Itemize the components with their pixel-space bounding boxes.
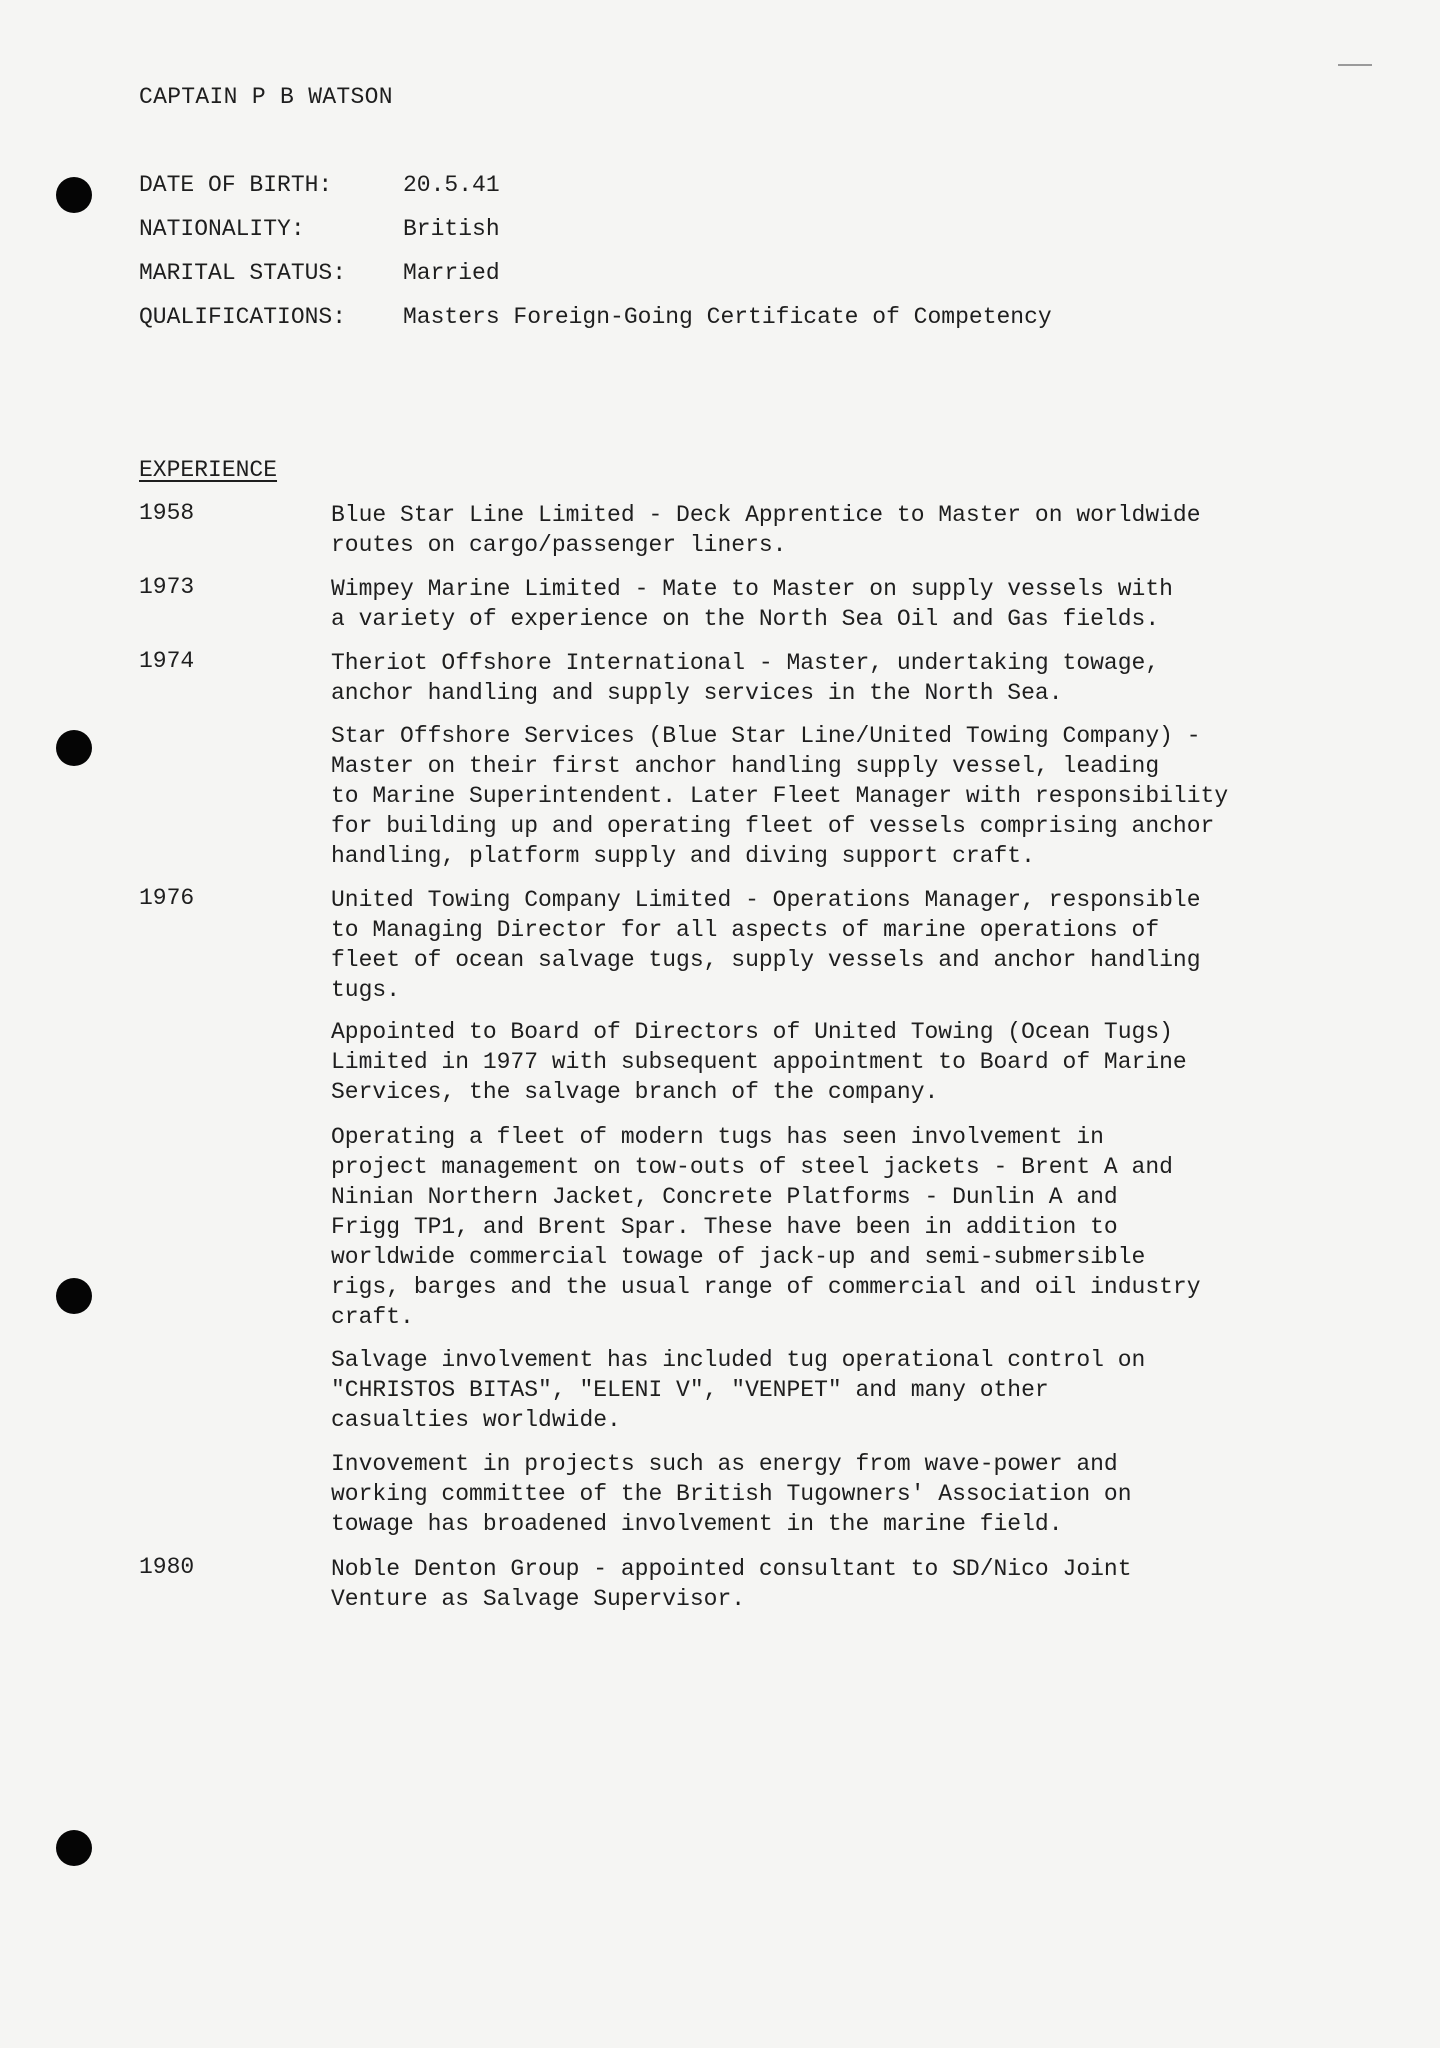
entry-text: Noble Denton Group - appointed consultant to SD/Nico Joint Venture as Salvage Supervisor. — [331, 1556, 1132, 1612]
detail-label: MARITAL STATUS: — [139, 260, 347, 286]
punch-hole — [56, 1278, 92, 1314]
detail-row-nationality — [139, 216, 1052, 260]
personal-details — [139, 172, 1052, 348]
punch-hole — [56, 1830, 92, 1866]
candidate-name: CAPTAIN P B WATSON — [139, 84, 393, 110]
detail-value: Married — [403, 260, 500, 286]
corner-mark — [1338, 64, 1372, 66]
detail-label: NATIONALITY: — [139, 216, 305, 242]
punch-hole — [56, 730, 92, 766]
entry-text: Operating a fleet of modern tugs has seen involvement in project management on tow-outs of steel jackets - Brent A and Ninian Northern Jacket, Concrete Platforms - Dunlin A and Frigg TP1, and Brent Spar. These have been in addition to worldwide commercial towage of jack-up and semi-submersible rigs, barges and the usual range of commercial and oil industry craft. — [331, 1124, 1201, 1330]
entry-year: 1976 — [139, 885, 195, 911]
entry-text: Star Offshore Services (Blue Star Line/United Towing Company) - Master on their first anchor handling supply vessel, leading to Marine Superintendent. Later Fleet Manager with responsibility for building up and operating fleet of vessels comprising anchor handling, platform supply and diving support craft. — [331, 723, 1229, 869]
entry-year: 1980 — [139, 1554, 195, 1580]
entry-text: Wimpey Marine Limited - Mate to Master on supply vessels with a variety of experience on the North Sea Oil and Gas fields. — [331, 576, 1173, 632]
experience-heading: EXPERIENCE — [139, 457, 278, 483]
entry-text: Salvage involvement has included tug operational control on "CHRISTOS BITAS", "ELENI V", "VENPET" and many other casualties worldwide. — [331, 1347, 1146, 1433]
entry-text: Invovement in projects such as energy from wave-power and working committee of the British Tugowners' Association on towage has broadened involvement in the marine field. — [331, 1451, 1132, 1537]
entry-text: United Towing Company Limited - Operations Manager, responsible to Managing Director for all aspects of marine operations of fleet of ocean salvage tugs, supply vessels and anchor handling tugs. — [331, 887, 1201, 1003]
entry-year: 1958 — [139, 500, 195, 526]
detail-row-marital-status — [139, 260, 1052, 304]
entry-text: Blue Star Line Limited - Deck Apprentice to Master on worldwide routes on cargo/passenger liners. — [331, 502, 1201, 558]
detail-row-date-of-birth — [139, 172, 1052, 216]
detail-value: British — [403, 216, 500, 242]
detail-label: DATE OF BIRTH: — [139, 172, 333, 198]
detail-row-qualifications — [139, 304, 1052, 348]
entry-year: 1973 — [139, 574, 195, 600]
entry-year: 1974 — [139, 648, 195, 674]
detail-value: Masters Foreign-Going Certificate of Competency — [403, 304, 1052, 330]
entry-text: Appointed to Board of Directors of United Towing (Ocean Tugs) Limited in 1977 with subsequent appointment to Board of Marine Services, the salvage branch of the company. — [331, 1019, 1187, 1105]
detail-label: QUALIFICATIONS: — [139, 304, 347, 330]
detail-value: 20.5.41 — [403, 172, 500, 198]
entry-text: Theriot Offshore International - Master, undertaking towage, anchor handling and supply services in the North Sea. — [331, 650, 1160, 706]
punch-hole — [56, 177, 92, 213]
